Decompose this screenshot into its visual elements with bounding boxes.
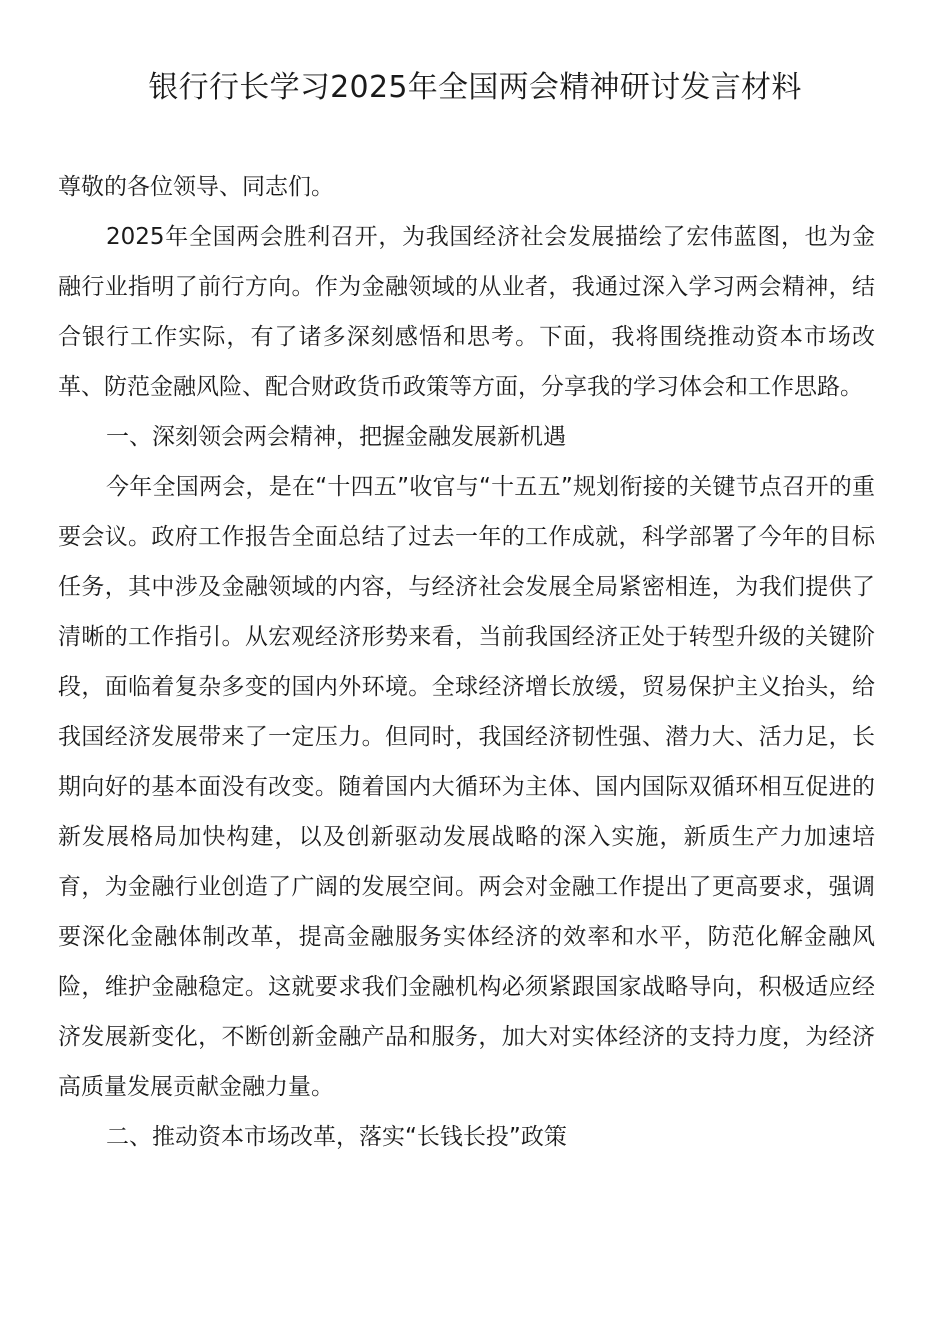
section-heading-1: 一、深刻领会两会精神，把握金融发展新机遇 [106,424,566,450]
section-1-paragraph: 今年全国两会，是在“十四五”收官与“十五五”规划衔接的关键节点召开的重要会议。政府工作报告全面总结了过去一年的工作成就，科学部署了今年的目标任务，其中涉及金融领域的内容，与经济社会发展全局紧密相连，为我们提供了清晰的工作指引。从宏观经济形势来看，当前我国经济正处于转型升级的关键阶段，面临着复杂多变的国内外环境。全球经济增长放缓，贸易保护主义抬头，给我国经济发展带来了一定压力。但同时，我国经济韧性强、潜力大、活力足，长期向好的基本面没有改变。随着国内大循环为主体、国内国际双循环相互促进的新发展格局加快构建，以及创新驱动发展战略的深入实施，新质生产力加速培育，为金融行业创造了广阔的发展空间。两会对金融工作提出了更高要求，强调要深化金融体制改革，提高金融服务实体经济的效率和水平，防范化解金融风险，维护金融稳定。这就要求我们金融机构必须紧跟国家战略导向，积极适应经济发展新变化，不断创新金融产品和服务，加大对实体经济的支持力度，为经济高质量发展贡献金融力量。 [58,474,875,1100]
intro-paragraph: 2025年全国两会胜利召开，为我国经济社会发展描绘了宏伟蓝图，也为金融行业指明了前行方向。作为金融领域的从业者，我通过深入学习两会精神，结合银行工作实际，有了诸多深刻感悟和思考。下面，我将围绕推动资本市场改革、防范金融风险、配合财政货币政策等方面，分享我的学习体会和工作思路。 [58,224,875,400]
salutation: 尊敬的各位领导、同志们。 [58,174,334,200]
document-title: 银行行长学习2025年全国两会精神研讨发言材料 [148,70,802,105]
document-body [58,162,875,1162]
section-heading-2: 二、推动资本市场改革，落实“长钱长投”政策 [106,1124,567,1150]
